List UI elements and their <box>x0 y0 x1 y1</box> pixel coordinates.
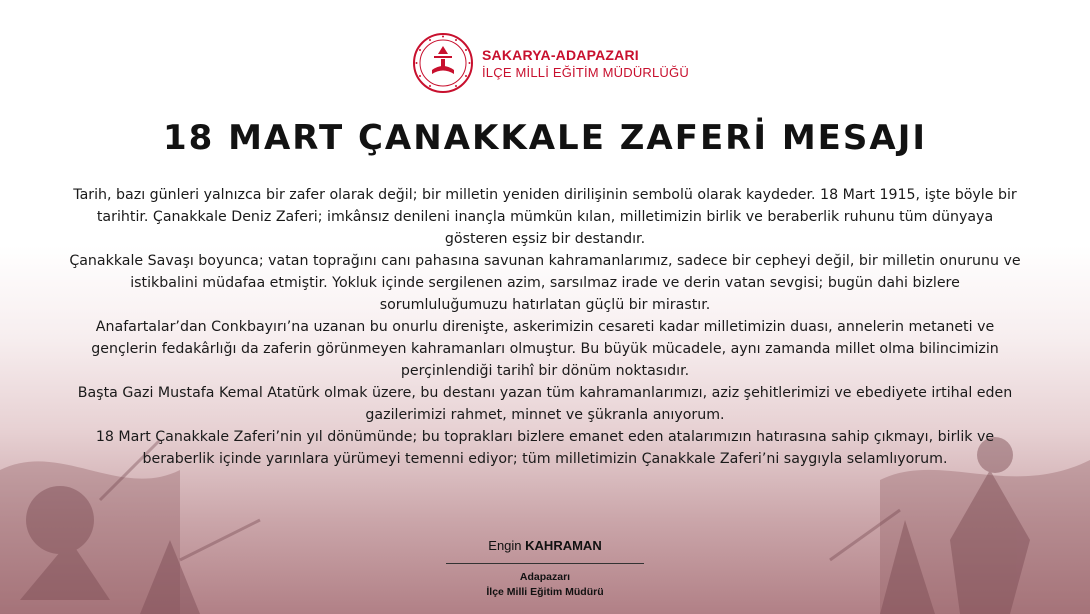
signature-divider <box>446 563 644 564</box>
message-paragraph: Anafartalar’dan Conkbayırı’na uzanan bu onurlu direnişte, askerimizin cesareti kadar milletimizin duası, annelerin metaneti ve gençlerin fedakârlığı da zaferin görünmeyen kahramanları olmuştur. Bu büyük mücadele, aynı zamanda millet olma bilincimizin perçinlendiği tarihî bir dönüm noktasıdır. <box>91 319 999 379</box>
page-title: 18 MART ÇANAKKALE ZAFERİ MESAJI <box>163 118 927 158</box>
org-line-1: SAKARYA-ADAPAZARI <box>482 46 639 63</box>
message-paragraph: Tarih, bazı günleri yalnızca bir zafer olarak değil; bir milletin yeniden dirilişinin sembolü olarak kaydeder. 18 Mart 1915, işte böyle bir tarihtir. Çanakkale Deniz Zaferi; imkânsız denileni inançla mümkün kılan, milletimizin birlik ve beraberlik ruhunu tüm dünyaya gösteren eşsiz bir destandır. <box>73 187 1017 247</box>
meb-emblem-icon <box>412 32 474 94</box>
message-paragraph: Çanakkale Savaşı boyunca; vatan toprağını canı pahasına savunan kahramanlarımız, sadece bir cepheyi değil, bir milletin onurunu ve istikbalini müdafaa etmiştir. Yokluk içinde sergilenen azim, sarsılmaz irade ve derin vatan sevgisi; bugün dahi bizlere sorumluluğumuzu hatırlatan güçlü bir mirastır. <box>69 253 1021 313</box>
organization-name <box>482 47 689 80</box>
message-paragraph: 18 Mart Çanakkale Zaferi’nin yıl dönümünde; bu toprakları bizlere emanet eden atalarımızın hatırasına sahip çıkmayı, birlik ve beraberlik içinde yarınlara yürümeyi temenni ediyor; tüm milletimizin Çanakkale Zaferi’ni saygıyla selamlıyorum. <box>95 429 995 467</box>
header <box>412 32 689 94</box>
signature-name <box>400 538 690 553</box>
org-line-2: İLÇE MİLLİ EĞİTİM MÜDÜRLÜĞÜ <box>482 64 689 80</box>
signature-title-line-2: İlçe Milli Eğitim Müdürü <box>486 586 604 598</box>
signature-first-name: Engin <box>488 538 522 553</box>
message-body <box>65 184 1025 470</box>
signature-title-line-1: Adapazarı <box>519 571 571 583</box>
message-paragraph: Başta Gazi Mustafa Kemal Atatürk olmak üzere, bu destanı yazan tüm kahramanlarımızı, aziz şehitlerimizi ve ebediyete irtihal eden gazilerimizi rahmet, minnet ve şükranla anıyorum. <box>77 385 1013 423</box>
signature-last-name: KAHRAMAN <box>525 538 602 553</box>
